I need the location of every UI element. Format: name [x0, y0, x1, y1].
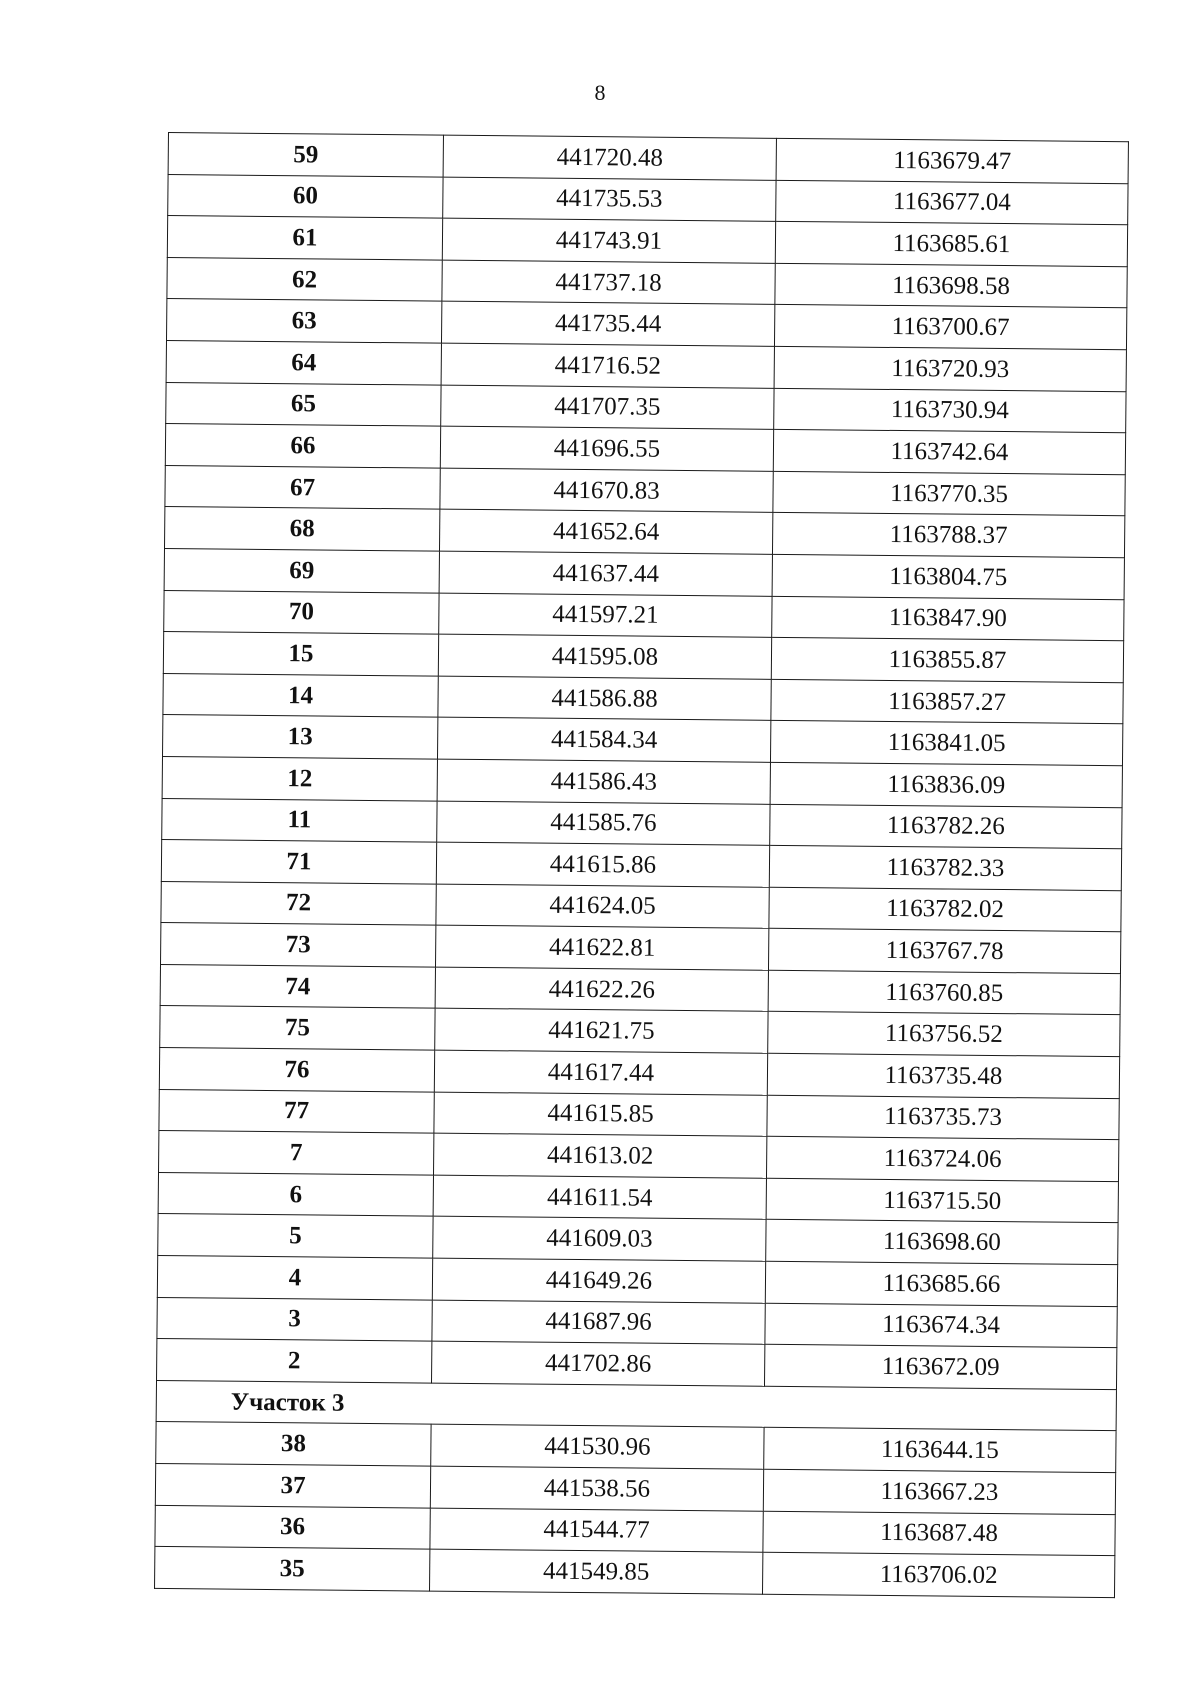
- x-coordinate-cell: 441549.85: [430, 1549, 763, 1594]
- x-coordinate-cell: 441544.77: [430, 1508, 763, 1553]
- x-coordinate-cell: 441670.83: [440, 468, 773, 513]
- y-coordinate-cell: 1163698.60: [766, 1220, 1118, 1265]
- y-coordinate-cell: 1163735.73: [767, 1095, 1119, 1140]
- x-coordinate-cell: 441586.88: [438, 676, 771, 721]
- x-coordinate-cell: 441716.52: [441, 343, 774, 388]
- point-number-cell: 14: [163, 673, 438, 717]
- y-coordinate-cell: 1163756.52: [768, 1012, 1120, 1057]
- x-coordinate-cell: 441735.53: [443, 177, 776, 222]
- x-coordinate-cell: 441585.76: [437, 801, 770, 846]
- x-coordinate-cell: 441595.08: [438, 634, 771, 679]
- x-coordinate-cell: 441615.85: [434, 1092, 767, 1137]
- x-coordinate-cell: 441530.96: [431, 1424, 764, 1469]
- y-coordinate-cell: 1163724.06: [766, 1137, 1118, 1182]
- point-number-cell: 59: [168, 133, 443, 177]
- y-coordinate-cell: 1163855.87: [771, 637, 1123, 682]
- y-coordinate-cell: 1163782.02: [769, 887, 1121, 932]
- y-coordinate-cell: 1163742.64: [773, 429, 1125, 474]
- point-number-cell: 15: [163, 632, 438, 676]
- point-number-cell: 65: [166, 382, 441, 426]
- point-number-cell: 4: [157, 1255, 432, 1299]
- y-coordinate-cell: 1163767.78: [768, 929, 1120, 974]
- x-coordinate-cell: 441615.86: [436, 842, 769, 887]
- y-coordinate-cell: 1163847.90: [772, 596, 1124, 641]
- point-number-cell: 70: [164, 590, 439, 634]
- y-coordinate-cell: 1163679.47: [776, 138, 1128, 183]
- point-number-cell: 64: [166, 340, 441, 384]
- y-coordinate-cell: 1163685.61: [775, 222, 1127, 267]
- coordinates-table-wrapper: [154, 132, 1128, 1598]
- x-coordinate-cell: 441735.44: [441, 302, 774, 347]
- point-number-cell: 63: [166, 299, 441, 343]
- x-coordinate-cell: 441609.03: [433, 1217, 766, 1262]
- x-coordinate-cell: 441586.43: [437, 759, 770, 804]
- y-coordinate-cell: 1163687.48: [763, 1511, 1115, 1556]
- y-coordinate-cell: 1163841.05: [770, 721, 1122, 766]
- point-number-cell: 6: [158, 1172, 433, 1216]
- x-coordinate-cell: 441584.34: [437, 717, 770, 762]
- x-coordinate-cell: 441621.75: [435, 1009, 768, 1054]
- x-coordinate-cell: 441622.26: [435, 967, 768, 1012]
- page-number: 8: [594, 80, 606, 105]
- y-coordinate-cell: 1163706.02: [762, 1552, 1114, 1597]
- point-number-cell: 61: [167, 216, 442, 260]
- y-coordinate-cell: 1163715.50: [766, 1178, 1118, 1223]
- y-coordinate-cell: 1163720.93: [774, 346, 1126, 391]
- table-row: [155, 1547, 1115, 1598]
- x-coordinate-cell: 441649.26: [432, 1258, 765, 1303]
- x-coordinate-cell: 441597.21: [439, 593, 772, 638]
- y-coordinate-cell: 1163804.75: [772, 554, 1124, 599]
- x-coordinate-cell: 441720.48: [443, 135, 776, 180]
- y-coordinate-cell: 1163700.67: [774, 305, 1126, 350]
- x-coordinate-cell: 441707.35: [441, 385, 774, 430]
- point-number-cell: 73: [161, 923, 436, 967]
- point-number-cell: 3: [157, 1297, 432, 1341]
- x-coordinate-cell: 441622.81: [435, 925, 768, 970]
- y-coordinate-cell: 1163770.35: [773, 471, 1125, 516]
- point-number-cell: 72: [161, 881, 436, 925]
- point-number-cell: 12: [162, 756, 437, 800]
- y-coordinate-cell: 1163730.94: [774, 388, 1126, 433]
- coordinates-table: [154, 132, 1129, 1598]
- y-coordinate-cell: 1163760.85: [768, 970, 1120, 1015]
- x-coordinate-cell: 441637.44: [439, 551, 772, 596]
- y-coordinate-cell: 1163857.27: [771, 679, 1123, 724]
- y-coordinate-cell: 1163685.66: [765, 1261, 1117, 1306]
- point-number-cell: 66: [165, 424, 440, 468]
- y-coordinate-cell: 1163667.23: [763, 1469, 1115, 1514]
- x-coordinate-cell: 441624.05: [436, 884, 769, 929]
- x-coordinate-cell: 441696.55: [440, 426, 773, 471]
- point-number-cell: 11: [162, 798, 437, 842]
- point-number-cell: 67: [165, 465, 440, 509]
- x-coordinate-cell: 441743.91: [442, 218, 775, 263]
- point-number-cell: 7: [159, 1131, 434, 1175]
- x-coordinate-cell: 441652.64: [439, 509, 772, 554]
- y-coordinate-cell: 1163782.26: [770, 804, 1122, 849]
- point-number-cell: 13: [163, 715, 438, 759]
- point-number-cell: 68: [165, 507, 440, 551]
- point-number-cell: 69: [164, 548, 439, 592]
- point-number-cell: 76: [159, 1048, 434, 1092]
- point-number-cell: 74: [160, 964, 435, 1008]
- point-number-cell: 38: [156, 1422, 431, 1466]
- y-coordinate-cell: 1163788.37: [772, 513, 1124, 558]
- y-coordinate-cell: 1163735.48: [767, 1053, 1119, 1098]
- x-coordinate-cell: 441687.96: [432, 1300, 765, 1345]
- point-number-cell: 62: [167, 257, 442, 301]
- point-number-cell: 75: [160, 1006, 435, 1050]
- x-coordinate-cell: 441737.18: [442, 260, 775, 305]
- point-number-cell: 60: [168, 174, 443, 218]
- y-coordinate-cell: 1163672.09: [764, 1345, 1116, 1390]
- y-coordinate-cell: 1163836.09: [770, 762, 1122, 807]
- point-number-cell: 36: [155, 1505, 430, 1549]
- point-number-cell: 2: [157, 1339, 432, 1383]
- point-number-cell: 37: [155, 1463, 430, 1507]
- point-number-cell: 5: [158, 1214, 433, 1258]
- point-number-cell: 71: [161, 840, 436, 884]
- y-coordinate-cell: 1163674.34: [765, 1303, 1117, 1348]
- point-number-cell: 77: [159, 1089, 434, 1133]
- section-title: Участок 3: [156, 1380, 1116, 1431]
- y-coordinate-cell: 1163644.15: [764, 1428, 1116, 1473]
- point-number-cell: 35: [155, 1547, 430, 1591]
- x-coordinate-cell: 441617.44: [434, 1050, 767, 1095]
- x-coordinate-cell: 441538.56: [430, 1466, 763, 1511]
- y-coordinate-cell: 1163677.04: [776, 180, 1128, 225]
- y-coordinate-cell: 1163782.33: [769, 845, 1121, 890]
- x-coordinate-cell: 441613.02: [434, 1133, 767, 1178]
- x-coordinate-cell: 441611.54: [433, 1175, 766, 1220]
- coordinates-table-body: [155, 133, 1129, 1598]
- y-coordinate-cell: 1163698.58: [775, 263, 1127, 308]
- x-coordinate-cell: 441702.86: [432, 1341, 765, 1386]
